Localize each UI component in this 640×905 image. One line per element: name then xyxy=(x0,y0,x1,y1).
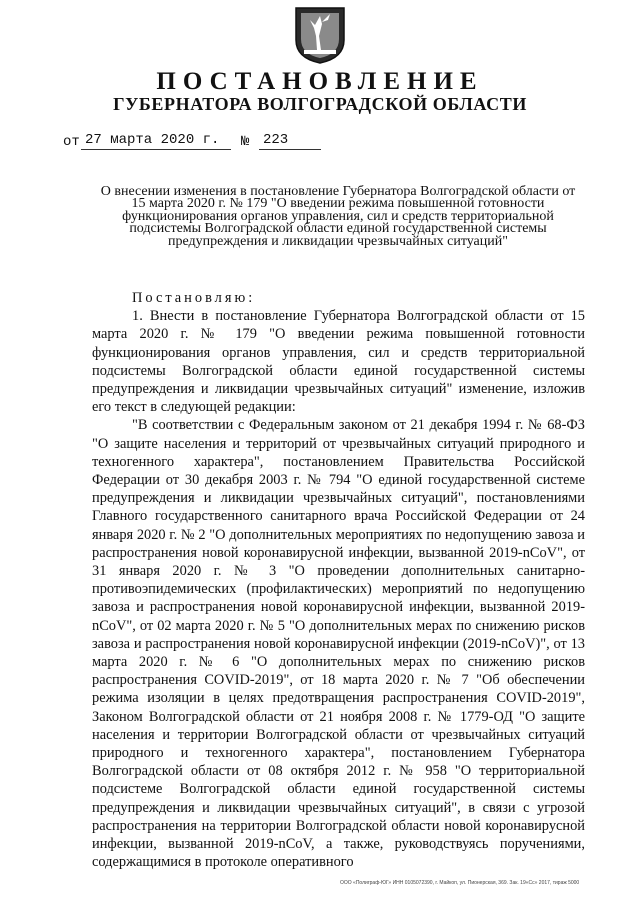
printer-footer: ООО «Полиграф-ЮГ» ИНН 0105072390, г. Майкоп, ул. Пионерская, 369. Зак. 19«Сс» 2017, тираж 5000 xyxy=(340,880,580,886)
number-underline xyxy=(259,149,321,150)
document-issuer: ГУБЕРНАТОРА ВОЛГОГРАДСКОЙ ОБЛАСТИ xyxy=(113,94,527,114)
date-prefix: от xyxy=(63,134,80,150)
paragraph-1: 1. Внести в постановление Губернатора Волгоградской области от 15 марта 2020 г. № 179 "О введении режима повышенной готовности функционирования органов управления, сил и средств территориальной подсистемы Волгоградской области единой государственной системы предупреждения и ликвидации чрезвычайных ситуаций" изменение, изложив его текст в следующей редакции: xyxy=(92,308,585,416)
volgograd-coat-of-arms-emblem xyxy=(292,6,348,64)
document-number: 223 xyxy=(263,132,289,148)
paragraph-2: "В соответствии с Федеральным законом от 21 декабря 1994 г. № 68-ФЗ "О защите населения и территорий от чрезвычайных ситуаций природного и техногенного характера", постановлением Правительства Российской Федерации от 30 декабря 2003 г. № 794 "О единой государственной системе предупреждения и ликвидации чрезвычайных ситуаций", постановлениями Главного государственного санитарного врача Российской Федерации от 24 января 2020 г. № 2 "О дополнительных мероприятиях по недопущению завоза и распространения новой коронавирусной инфекции, вызванной 2019-nCoV", от 31 января 2020 г. № 3 "О проведении дополнительных санитарно-противоэпидемических (профилактических) мероприятий по недопущению завоза и распространения новой коронавирусной инфекции, вызванной 2019-nCoV", от 02 марта 2020 г. № 5 "О дополнительных мерах по снижению рисков завоза и распространения новой коронавирусной инфекции (2019-nCoV)", от 13 марта 2020 г. № 6 "О дополнительных мерах по снижению рисков распространения COVID-2019", от 18 марта 2020 г. № 7 "Об обеспечении режима изоляции в целях предотвращения распространения COVID-2019", Законом Волгоградской области от 21 ноября 2008 г. № 1779-ОД "О защите населения и территории Волгоградской области от чрезвычайных ситуаций природного и техногенного характера", постановлением Губернатора Волгоградской области от 08 октября 2012 г. № 958 "О территориальной подсистеме Волгоградской области единой государственной системы предупреждения и ликвидации чрезвычайных ситуаций", в связи с угрозой распространения на территории Волгоградской области новой коронавирусной инфекции, вызванной 2019-nCoV, а также, руководствуясь поручениями, содержащимися в протоколе оперативного xyxy=(92,417,585,871)
number-prefix: № xyxy=(241,134,250,150)
decree-word: Постановляю: xyxy=(132,290,256,306)
document-body xyxy=(92,289,585,872)
document-date: 27 марта 2020 г. xyxy=(85,132,220,148)
document-subject: О внесении изменения в постановление Губернатора Волгоградской области от 15 марта 2020 г. № 179 "О введении режима повышенной готовности функционирования органов управления, сил и средств территориальной подсистемы Волгоградской области единой государственной системы предупреждения и ликвидации чрезвычайных ситуаций" xyxy=(100,184,576,249)
date-underline xyxy=(81,149,231,150)
document-title: ПОСТАНОВЛЕНИЕ xyxy=(156,68,484,95)
